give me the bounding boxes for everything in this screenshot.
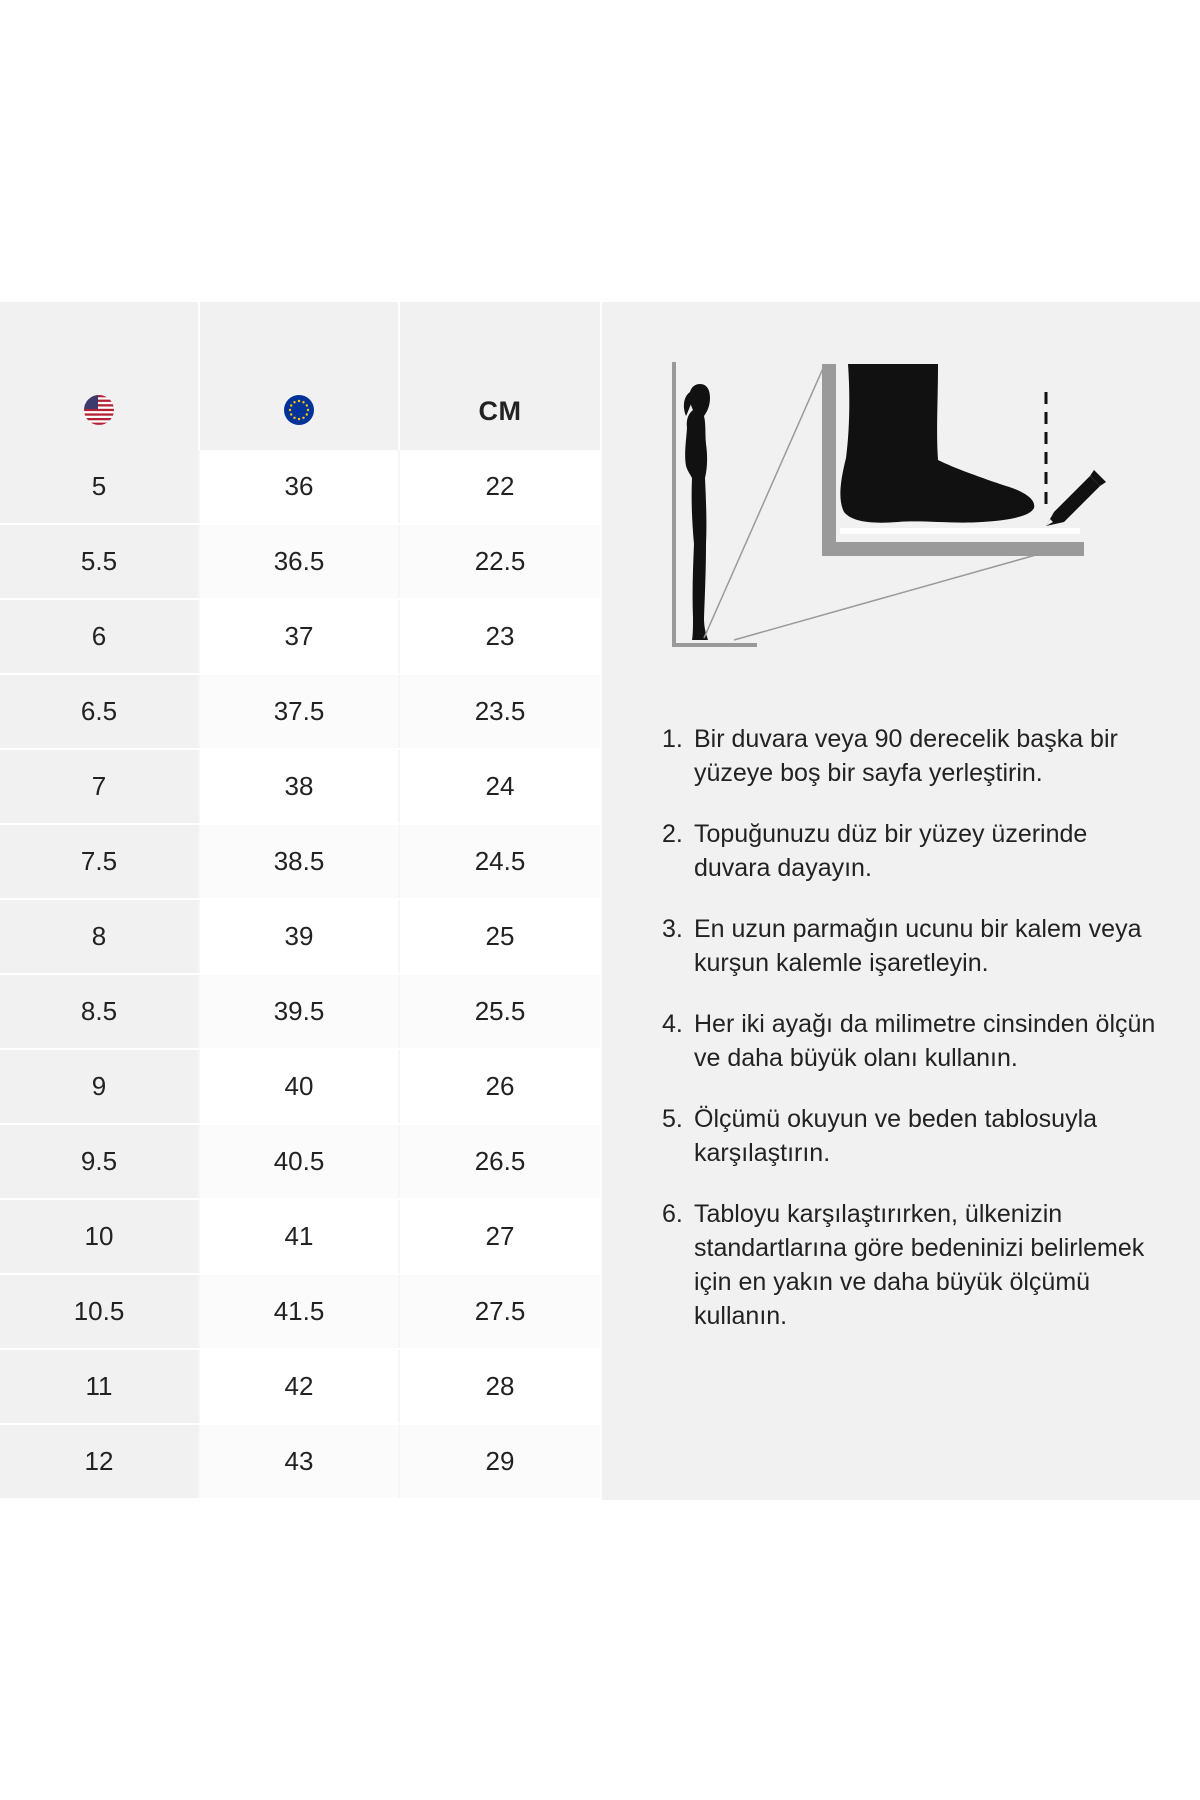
instruction-list	[662, 722, 1162, 1360]
eu-star-icon	[302, 401, 304, 403]
eu-size-cell: 38	[198, 750, 398, 823]
size-table	[0, 302, 600, 1500]
cm-size-cell: 26.5	[398, 1125, 600, 1198]
us-size-cell: 6	[0, 600, 198, 673]
table-row	[0, 1050, 600, 1125]
us-size-cell: 8.5	[0, 975, 198, 1048]
eu-star-icon	[306, 413, 308, 415]
us-size-cell: 10.5	[0, 1275, 198, 1348]
table-row	[0, 450, 600, 525]
eu-star-icon	[290, 404, 292, 406]
table-row	[0, 900, 600, 975]
table-row	[0, 1275, 600, 1350]
us-size-cell: 6.5	[0, 675, 198, 748]
eu-star-icon	[298, 400, 300, 402]
person-wall-icon	[672, 362, 757, 647]
eu-size-cell: 41	[198, 1200, 398, 1273]
cm-label: CM	[478, 396, 522, 426]
eu-size-cell: 36	[198, 450, 398, 523]
table-row	[0, 525, 600, 600]
eu-size-cell: 43	[198, 1425, 398, 1498]
instruction-step	[662, 1007, 1162, 1075]
eu-size-cell: 39.5	[198, 975, 398, 1048]
column-header-eu	[200, 302, 398, 450]
us-size-cell: 8	[0, 900, 198, 973]
eu-size-cell: 39	[198, 900, 398, 973]
us-size-cell: 9.5	[0, 1125, 198, 1198]
zoom-line-bottom	[734, 542, 1082, 640]
table-row	[0, 975, 600, 1050]
eu-size-cell: 37.5	[198, 675, 398, 748]
cm-size-cell: 24.5	[398, 825, 600, 898]
cm-size-cell: 25.5	[398, 975, 600, 1048]
eu-star-icon	[289, 409, 291, 411]
measuring-instructions	[602, 302, 1200, 1500]
instruction-step	[662, 912, 1162, 980]
cm-size-cell: 22.5	[398, 525, 600, 598]
cm-size-cell: 27	[398, 1200, 600, 1273]
us-size-cell: 5.5	[0, 525, 198, 598]
eu-size-cell: 40.5	[198, 1125, 398, 1198]
zoom-line-top	[704, 366, 824, 638]
us-size-cell: 9	[0, 1050, 198, 1123]
step-text: Bir duvara veya 90 derecelik başka bir yüzeye boş bir sayfa yerleştirin.	[694, 725, 1118, 787]
eu-size-cell: 36.5	[198, 525, 398, 598]
instruction-step	[662, 817, 1162, 885]
instruction-step	[662, 1102, 1162, 1170]
eu-star-icon	[293, 401, 295, 403]
step-number: 1.	[662, 725, 683, 753]
step-text: Topuğunuzu düz bir yüzey üzerinde duvara dayayın.	[694, 820, 1088, 882]
table-row	[0, 675, 600, 750]
table-row	[0, 825, 600, 900]
step-number: 5.	[662, 1105, 683, 1133]
column-header-cm	[400, 302, 600, 450]
eu-star-icon	[306, 404, 308, 406]
eu-star-icon	[307, 409, 309, 411]
us-size-cell: 5	[0, 450, 198, 523]
step-number: 3.	[662, 915, 683, 943]
cm-size-cell: 23.5	[398, 675, 600, 748]
us-size-cell: 11	[0, 1350, 198, 1423]
us-size-cell: 12	[0, 1425, 198, 1498]
eu-size-cell: 40	[198, 1050, 398, 1123]
us-size-cell: 10	[0, 1200, 198, 1273]
step-number: 6.	[662, 1200, 683, 1228]
column-header-us	[0, 302, 198, 450]
table-row	[0, 1125, 600, 1200]
size-rows	[0, 450, 600, 1500]
cm-size-cell: 23	[398, 600, 600, 673]
cm-size-cell: 25	[398, 900, 600, 973]
eu-star-icon	[298, 418, 300, 420]
cm-size-cell: 28	[398, 1350, 600, 1423]
table-row	[0, 600, 600, 675]
eu-star-icon	[290, 413, 292, 415]
step-text: En uzun parmağın ucunu bir kalem veya kurşun kalemle işaretleyin.	[694, 915, 1142, 977]
eu-size-cell: 37	[198, 600, 398, 673]
table-row	[0, 1200, 600, 1275]
step-text: Ölçümü okuyun ve beden tablosuyla karşılaştırın.	[694, 1105, 1098, 1167]
cm-size-cell: 24	[398, 750, 600, 823]
cm-size-cell: 22	[398, 450, 600, 523]
cm-size-cell: 26	[398, 1050, 600, 1123]
eu-size-cell: 42	[198, 1350, 398, 1423]
table-row	[0, 1425, 600, 1500]
us-size-cell: 7	[0, 750, 198, 823]
us-flag-icon	[83, 394, 115, 426]
step-text: Her iki ayağı da milimetre cinsinden ölçün ve daha büyük olanı kullanın.	[694, 1010, 1156, 1072]
cm-size-cell: 27.5	[398, 1275, 600, 1348]
foot-measurement-diagram	[662, 362, 1132, 672]
table-row	[0, 1350, 600, 1425]
size-guide-panel	[0, 302, 1200, 1500]
eu-flag-icon	[283, 394, 315, 426]
eu-star-icon	[302, 417, 304, 419]
step-number: 4.	[662, 1010, 683, 1038]
eu-size-cell: 41.5	[198, 1275, 398, 1348]
table-row	[0, 750, 600, 825]
step-text: Tabloyu karşılaştırırken, ülkenizin standartlarına göre bedeninizi belirlemek için en yakın ve daha büyük ölçümü kullanın.	[694, 1200, 1145, 1330]
eu-star-icon	[293, 417, 295, 419]
instruction-step	[662, 1197, 1162, 1333]
eu-size-cell: 38.5	[198, 825, 398, 898]
instruction-step	[662, 722, 1162, 790]
cm-size-cell: 29	[398, 1425, 600, 1498]
us-size-cell: 7.5	[0, 825, 198, 898]
step-number: 2.	[662, 820, 683, 848]
